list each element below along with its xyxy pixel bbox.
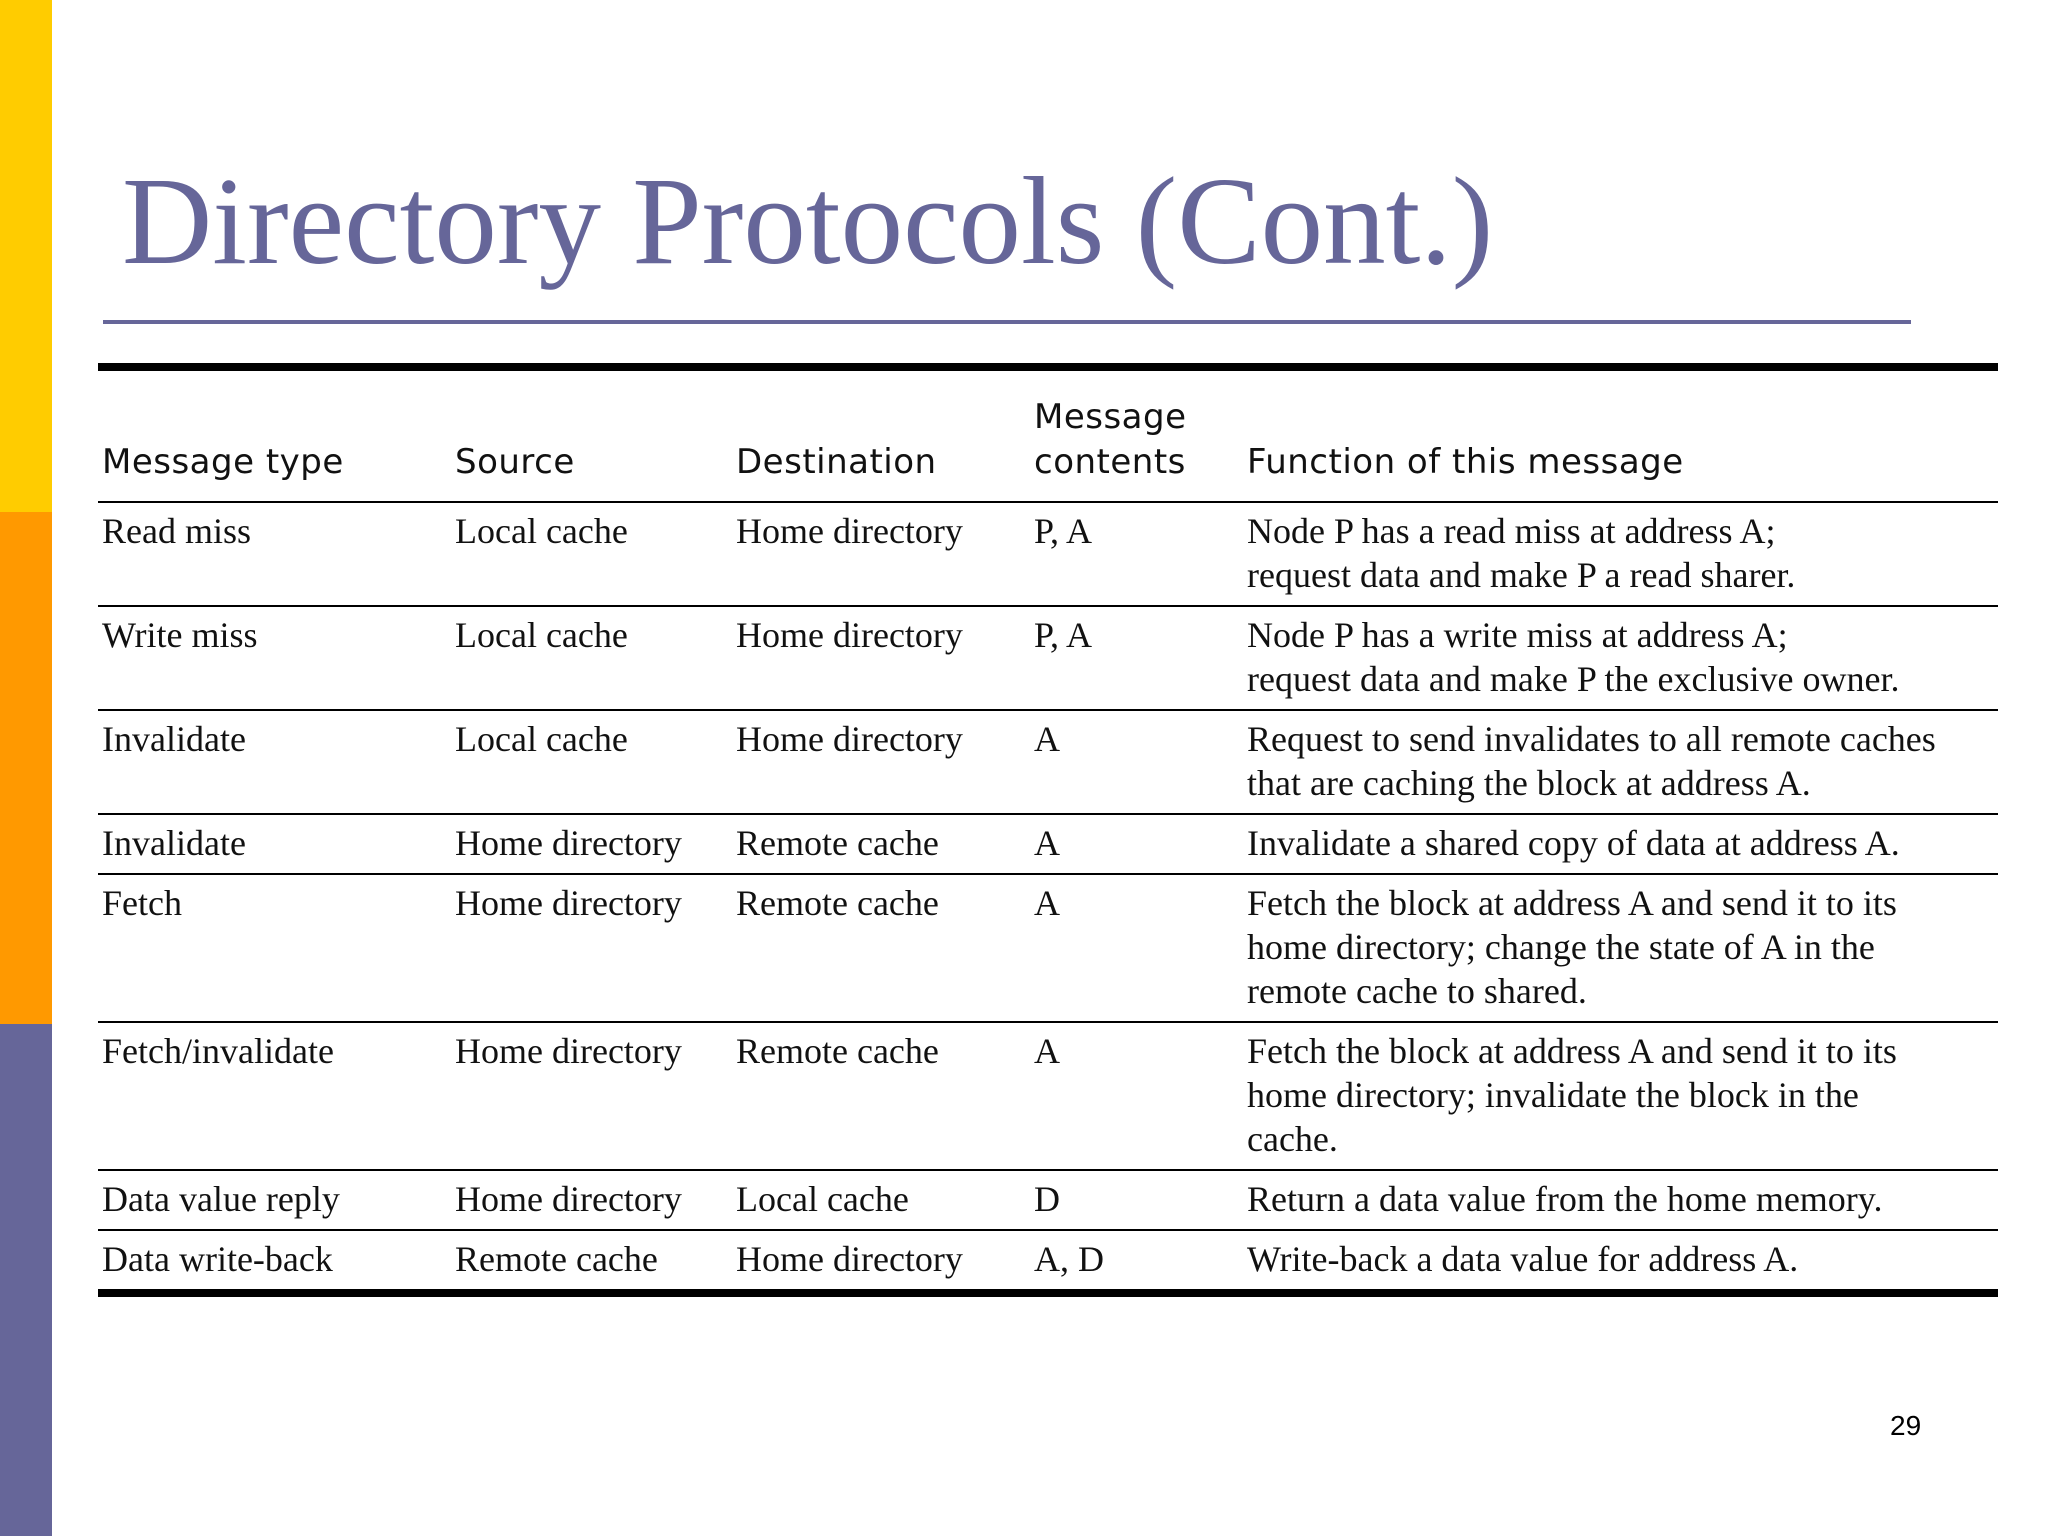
- cell-destination: Home directory: [732, 606, 1030, 710]
- function-text-line: cache.: [1247, 1119, 1338, 1159]
- function-text-line: home directory; change the state of A in the: [1247, 927, 1875, 967]
- function-text-line: Fetch the block at address A and send it to its: [1247, 1031, 1897, 1071]
- cell-destination: Remote cache: [732, 814, 1030, 874]
- cell-destination: Remote cache: [732, 874, 1030, 1022]
- cell-message-type: Read miss: [98, 502, 451, 606]
- sidebar-stripe-yellow: [0, 0, 52, 512]
- table-row: [98, 814, 1998, 874]
- cell-message-contents: A, D: [1034, 1239, 1104, 1279]
- header-message-contents: [1030, 367, 1243, 502]
- table-row: [98, 710, 1998, 814]
- cell-function: [1243, 1022, 1998, 1170]
- cell-destination: Home directory: [732, 710, 1030, 814]
- table-row: [98, 1230, 1998, 1293]
- cell-function: [1243, 710, 1998, 814]
- table-body: [98, 502, 1998, 1293]
- cell-function: [1243, 606, 1998, 710]
- cell-message-contents: P, A: [1030, 502, 1243, 606]
- table-row: [98, 1170, 1998, 1230]
- function-text-line: request data and make P a read sharer.: [1247, 555, 1796, 595]
- page-number: 29: [1890, 1410, 1922, 1441]
- function-text-line: Node P has a write miss at address A;: [1247, 615, 1788, 655]
- message-table: [98, 363, 1998, 1297]
- cell-message-type: Write miss: [98, 606, 451, 710]
- sidebar-stripe-purple: [0, 1024, 52, 1536]
- cell-message-type: Fetch/invalidate: [98, 1022, 451, 1170]
- cell-source: Local cache: [451, 502, 732, 606]
- cell-message-contents: A: [1030, 1022, 1243, 1170]
- function-text-line: home directory; invalidate the block in the: [1247, 1075, 1859, 1115]
- cell-message-contents: A: [1030, 710, 1243, 814]
- table-row: [98, 606, 1998, 710]
- cell-source: Home directory: [451, 1170, 732, 1230]
- cell-message-contents: P, A: [1030, 606, 1243, 710]
- header-source: Source: [451, 367, 732, 502]
- function-text-line: Write-back a data value for address A.: [1247, 1239, 1799, 1279]
- table-row: [98, 1022, 1998, 1170]
- header-function: Function of this message: [1243, 367, 1998, 502]
- table-row: [98, 502, 1998, 606]
- header-message-type: Message type: [98, 367, 451, 502]
- cell-source: Home directory: [451, 874, 732, 1022]
- cell-message-type: Fetch: [98, 874, 451, 1022]
- function-text-line: remote cache to shared.: [1247, 971, 1587, 1011]
- slide-title: Directory Protocols (Cont.): [122, 153, 1494, 291]
- cell-source: Home directory: [451, 1022, 732, 1170]
- cell-function: [1243, 1230, 1998, 1293]
- cell-destination: Home directory: [736, 1239, 963, 1279]
- cell-function: [1243, 874, 1998, 1022]
- cell-source: Local cache: [451, 606, 732, 710]
- table-row: [98, 874, 1998, 1022]
- function-text-line: request data and make P the exclusive owner.: [1247, 659, 1900, 699]
- cell-function: [1243, 502, 1998, 606]
- cell-source: Remote cache: [455, 1239, 658, 1279]
- cell-message-contents: A: [1030, 814, 1243, 874]
- cell-destination: Home directory: [732, 502, 1030, 606]
- cell-message-type: Invalidate: [98, 814, 451, 874]
- cell-message-contents: A: [1030, 874, 1243, 1022]
- function-text-line: Fetch the block at address A and send it to its: [1247, 883, 1897, 923]
- function-text-line: Node P has a read miss at address A;: [1247, 511, 1776, 551]
- header-contents-line: Message: [1034, 397, 1187, 437]
- cell-message-contents: D: [1030, 1170, 1243, 1230]
- cell-message-type: Data write-back: [102, 1239, 333, 1279]
- sidebar-stripe-orange: [0, 512, 52, 1024]
- function-text-line: Invalidate a shared copy of data at address A.: [1247, 823, 1900, 863]
- cell-function: [1243, 814, 1998, 874]
- function-text-line: that are caching the block at address A.: [1247, 763, 1811, 803]
- title-underline: [103, 320, 1911, 324]
- cell-destination: Remote cache: [732, 1022, 1030, 1170]
- cell-source: Home directory: [451, 814, 732, 874]
- function-text-line: Request to send invalidates to all remote caches: [1247, 719, 1936, 759]
- cell-source: Local cache: [451, 710, 732, 814]
- cell-function: [1243, 1170, 1998, 1230]
- cell-destination: Local cache: [732, 1170, 1030, 1230]
- header-contents-line: contents: [1034, 442, 1186, 482]
- cell-message-type: Invalidate: [98, 710, 451, 814]
- function-text-line: Return a data value from the home memory.: [1247, 1179, 1883, 1219]
- header-destination: Destination: [732, 367, 1030, 502]
- table-header-row: [98, 367, 1998, 502]
- cell-message-type: Data value reply: [98, 1170, 451, 1230]
